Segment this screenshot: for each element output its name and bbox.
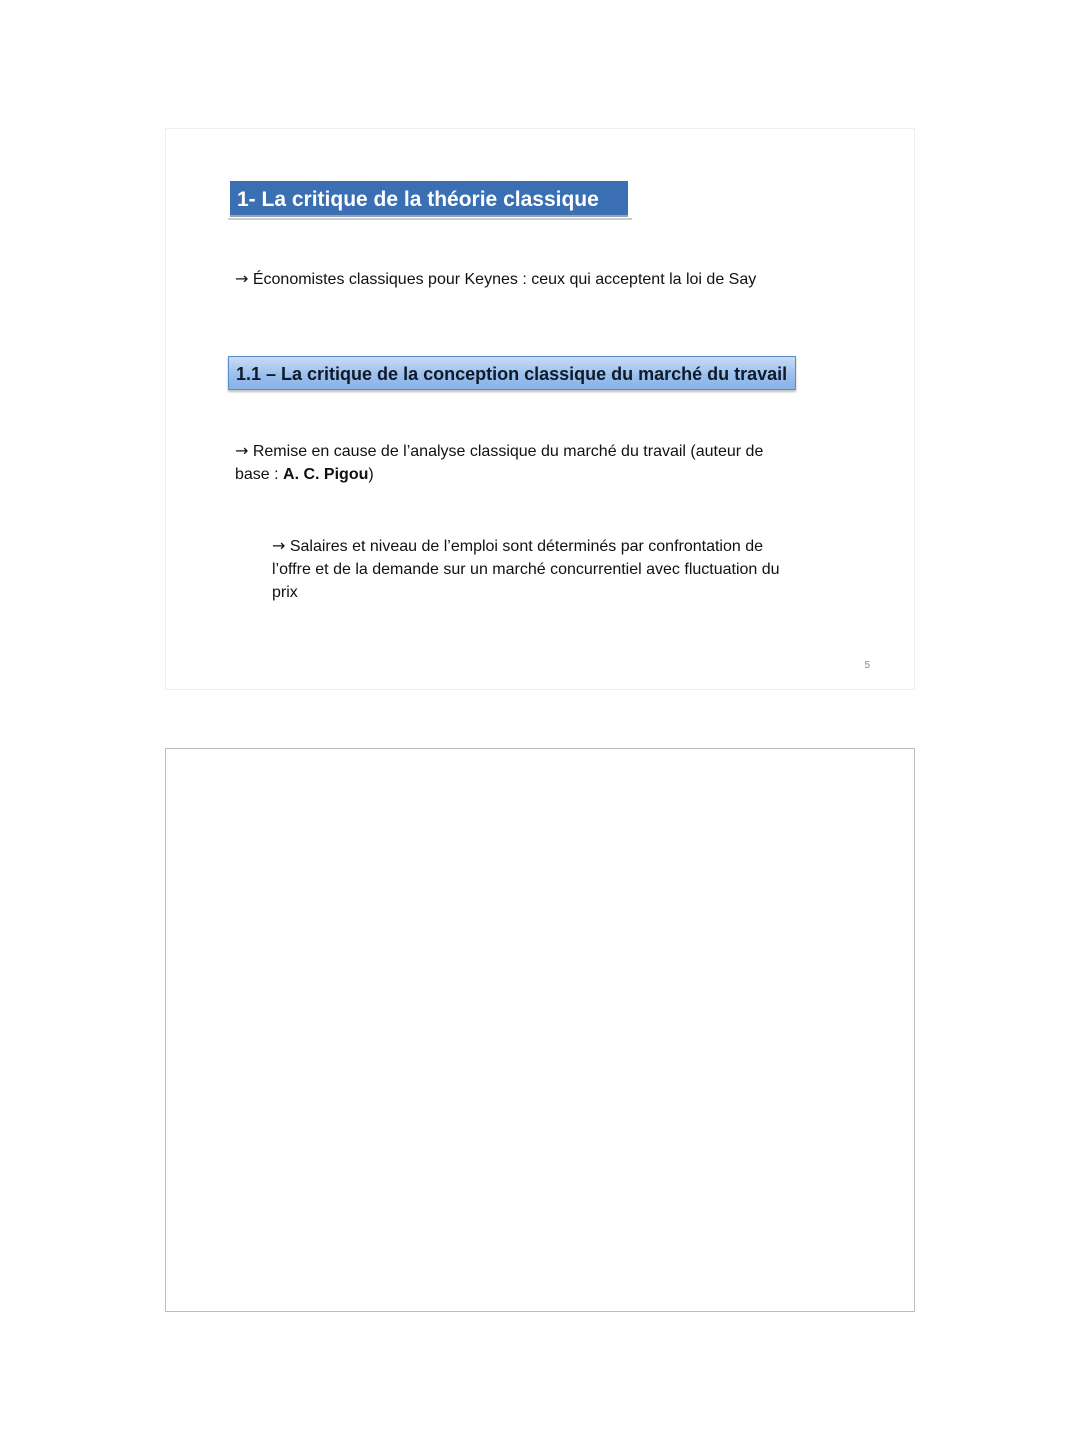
page-number: 5 bbox=[864, 660, 870, 671]
paragraph-text: Remise en cause de l’analyse classique du marché du travail (auteur de base : bbox=[235, 443, 764, 483]
section-subtitle: 1.1 – La critique de la conception classique du marché du travail bbox=[228, 356, 796, 390]
paragraph-text-end: ) bbox=[368, 466, 374, 483]
author-name: A. C. Pigou bbox=[283, 466, 369, 483]
arrow-right-icon: → bbox=[235, 441, 249, 460]
slide-5 bbox=[165, 128, 915, 690]
slide-title: 1- La critique de la théorie classique bbox=[230, 181, 628, 217]
paragraph-wages-employment bbox=[272, 534, 792, 604]
paragraph-keynes-classical bbox=[235, 267, 775, 291]
paragraph-labor-market-analysis bbox=[235, 439, 780, 486]
title-underline bbox=[228, 218, 632, 220]
arrow-right-icon: → bbox=[235, 269, 249, 288]
paragraph-text: Économistes classiques pour Keynes : ceux qui acceptent la loi de Say bbox=[248, 271, 757, 288]
arrow-right-icon: → bbox=[272, 536, 286, 555]
paragraph-text: Salaires et niveau de l’emploi sont déterminés par confrontation de l’offre et de la demande sur un marché concurrentiel avec fluctuation du prix bbox=[272, 538, 780, 601]
slide-empty bbox=[165, 748, 915, 1312]
